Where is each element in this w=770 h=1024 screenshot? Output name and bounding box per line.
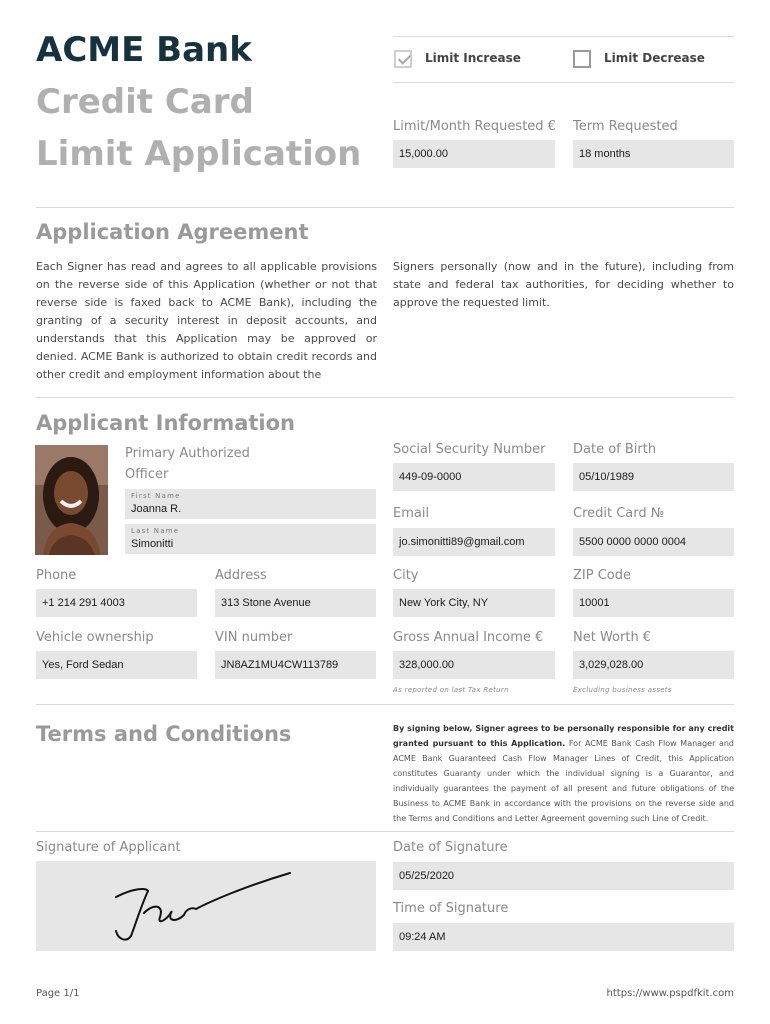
vehicle-field[interactable]: Yes, Ford Sedan xyxy=(36,651,197,679)
last-name-label: Last Name xyxy=(131,527,180,535)
form-title-line2: Limit Application xyxy=(36,134,362,174)
city-field[interactable]: New York City, NY xyxy=(393,589,555,617)
email-field[interactable]: jo.simonitti89@gmail.com xyxy=(393,528,555,556)
networth-note: Excluding business assets xyxy=(573,686,672,694)
divider xyxy=(393,36,734,37)
income-field[interactable]: 328,000.00 xyxy=(393,651,555,679)
card-label: Credit Card № xyxy=(573,506,665,521)
networth-label: Net Worth € xyxy=(573,630,652,645)
terms-bold-text: By signing below, Signer agrees to be personally responsible for any credit granted pursuant to this Application. xyxy=(393,724,734,748)
divider xyxy=(393,82,734,83)
term-field[interactable]: 18 months xyxy=(573,140,734,168)
dob-field[interactable]: 05/10/1989 xyxy=(573,463,734,491)
divider xyxy=(36,704,734,705)
income-label: Gross Annual Income € xyxy=(393,630,544,645)
divider xyxy=(36,397,734,398)
signature-label: Signature of Applicant xyxy=(36,840,181,855)
limit-increase-checkbox[interactable] xyxy=(394,50,412,68)
time-signature-label: Time of Signature xyxy=(393,901,509,916)
city-label: City xyxy=(393,568,419,583)
limit-decrease-checkbox[interactable] xyxy=(573,50,591,68)
applicant-photo xyxy=(35,445,108,555)
page-number: Page 1/1 xyxy=(36,988,80,999)
dob-label: Date of Birth xyxy=(573,442,657,457)
date-signature-field[interactable]: 05/25/2020 xyxy=(393,862,734,890)
terms-heading: Terms and Conditions xyxy=(36,722,292,746)
vin-field[interactable]: JN8AZ1MU4CW113789 xyxy=(215,651,376,679)
zip-field[interactable]: 10001 xyxy=(573,589,734,617)
terms-body-text: For ACME Bank Cash Flow Manager and ACME Bank Guaranteed Cash Flow Manager Lines of Credit, this Application constitutes Guaranty under which the individual signing is a Guarantor, and individually guarantees the payment of all present and future obligations of the Business to ACME Bank in accordance with the provisions on the reverse side and the Terms and Conditions and Letter Agreement governing such Line of Credit. xyxy=(393,739,734,823)
role-label: Primary Authorized Officer xyxy=(125,446,250,482)
vin-label: VIN number xyxy=(215,630,293,645)
zip-label: ZIP Code xyxy=(573,568,631,583)
ssn-field[interactable]: 449-09-0000 xyxy=(393,463,555,491)
bank-title: ACME Bank xyxy=(36,30,252,70)
applicant-heading: Applicant Information xyxy=(36,411,295,435)
form-title-line1: Credit Card xyxy=(36,82,254,122)
date-signature-label: Date of Signature xyxy=(393,840,508,855)
last-name-value: Simonitti xyxy=(131,538,174,550)
address-label: Address xyxy=(215,568,267,583)
divider xyxy=(36,207,734,208)
footer-url[interactable]: https://www.pspdfkit.com xyxy=(606,988,734,999)
income-note: As reported on last Tax Return xyxy=(393,686,509,694)
agreement-heading: Application Agreement xyxy=(36,220,309,244)
divider xyxy=(36,831,734,832)
limit-month-field[interactable]: 15,000.00 xyxy=(393,140,555,168)
first-name-field[interactable] xyxy=(125,489,376,519)
signature-drawing xyxy=(36,861,376,951)
last-name-field[interactable] xyxy=(125,524,376,554)
phone-field[interactable]: +1 214 291 4003 xyxy=(36,589,197,617)
email-label: Email xyxy=(393,506,430,521)
phone-label: Phone xyxy=(36,568,77,583)
time-signature-field[interactable]: 09:24 AM xyxy=(393,923,734,951)
networth-field[interactable]: 3,029,028.00 xyxy=(573,651,734,679)
ssn-label: Social Security Number xyxy=(393,442,546,457)
limit-decrease-label: Limit Decrease xyxy=(604,51,705,65)
address-field[interactable]: 313 Stone Avenue xyxy=(215,589,376,617)
agreement-text-left: Each Signer has read and agrees to all applicable provisions on the reverse side of this Application (whether or not that reverse side is faxed back to ACME Bank), including the granting of a security interest in deposit accounts, and understands that this Application may be approved or denied. ACME Bank is authorized to obtain credit records and other credit and employment information about the xyxy=(36,260,377,381)
agreement-text-right: Signers personally (now and in the future), including from state and federal tax authorities, for deciding whether to approve the requested limit. xyxy=(393,260,734,309)
term-label: Term Requested xyxy=(573,119,678,134)
first-name-value: Joanna R. xyxy=(131,503,182,515)
terms-text xyxy=(393,721,734,826)
card-field[interactable]: 5500 0000 0000 0004 xyxy=(573,528,734,556)
vehicle-label: Vehicle ownership xyxy=(36,630,154,645)
first-name-label: First Name xyxy=(131,492,181,500)
signature-box[interactable] xyxy=(36,861,376,951)
limit-month-label: Limit/Month Requested € xyxy=(393,119,556,134)
limit-increase-label: Limit Increase xyxy=(425,51,521,65)
